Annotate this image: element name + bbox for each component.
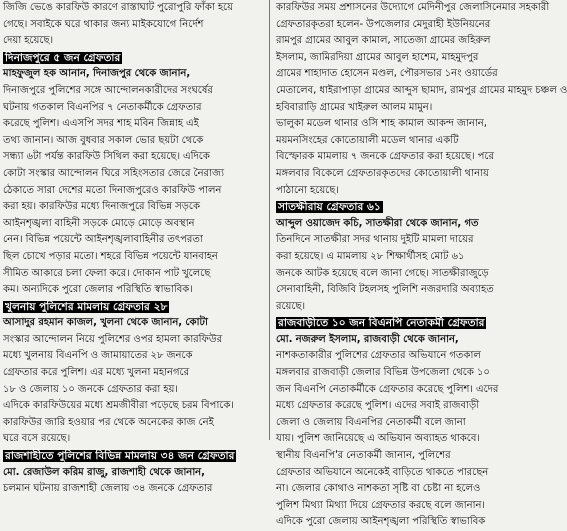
byline: আসাদুর রহমান কাজল, খুলনা থেকে জানান, কোটা [3,317,208,329]
left-column [0,0,270,495]
text-line: ছিল চোখে পড়ার মতো। শহরে বিভিন্ন পয়েন্টে যানবাহন [3,250,218,262]
text-line: সীমিত আকারে চলা ফেলা করে। দোকান পাট খুলেছে [3,267,211,279]
text-line: করেছে পুলিশ। এএসপি সদর শাহ মবিন জিন্নাহ এই [3,118,199,130]
text-line: দিনাজপুরে পুলিশের সঙ্গে আন্দোলনকারীদের সংঘর্ষের [3,84,213,96]
byline: আব্দুল ওয়াজেদ কচি, সাতক্ষীরা থেকে জানান, গত [276,217,479,229]
byline: মো. নজরুল ইসলাম, রাজবাড়ী থেকে জানান, [276,333,459,345]
text-line: এদিকে কারফিউয়ের মধ্যে শ্রমজীবীরা পড়েছে চরম বিপাকে। [3,400,234,412]
text-line: তথ্য জানান। আজ বুধবার সকাল ভোর ছয়টা থেকে [3,134,204,146]
section-heading [3,448,265,465]
text-line: জন বিএনপি নেতাকর্মীকে গ্রেফতার করেছে পুলিশ। এদের [276,383,499,395]
byline: মাহফুজুল হক আনান, দিনাজপুর থেকে জানান, [3,68,191,80]
text-line: রয়েছে। [276,300,306,312]
text-line: ঘটনায় গতকাল বিএনপির ৭ নেতাকর্মীকে গ্রেফতার [3,101,202,113]
text-line: জনকে আটক হয়েছে বলে জানা গেছে। সাতক্ষীরাজুড়ে [276,267,489,279]
text-line: সেনাবাহিনী, বিজিবি টহলসহ পুলিশি নজরদারি অব্যাহত [276,284,494,296]
text-line: না। জেলার কোথাও নাশকতা সৃষ্টি বা চেষ্টা না হলেও [276,483,481,495]
text-line: ঘরে বসে রয়েছে। [3,433,71,445]
text-line: গ্রামের শাহাদাত হোসেন মণ্ডল, পৌরসভার ১নং ওয়ার্ডের [276,68,498,80]
section-heading [276,199,537,216]
section-heading [3,50,265,67]
text-line: ময়মনসিংহের কোতোয়ালী মডেল থানার একটি [276,134,459,146]
section-heading-text: সাতক্ষীরায় গ্রেফতার ৬১ [278,201,381,214]
text-line: আইনশৃঙ্খলা বাহিনী সড়কে মোড়ে মোড়ে অবস্থান [3,217,195,229]
text-line: সন্ধ্যা ৬টা পর্যন্ত কারফিউ সিথিল করা হয়েছে। এদিকে [3,151,210,163]
text-line: তিনদিনে সাতক্ষীরা সদর থানায় দুইটি মামলা দায়ের [276,234,474,246]
text-line: রামপুর গ্রামের আবুল কামাল, সাতেজা গ্রামের জহিরুল [276,35,491,47]
text-line: নেন। বিভিন্ন পয়েন্টে আইনশৃঙ্খলাবাহিনীর তৎপরতা [3,234,203,246]
text-line: মধ্যে খুলনায় বিএনপি ও জামায়াতের ২৮ জনকে [3,350,193,362]
text-line: গ্রেফতারকৃতরা হলেন- উপজেলার মেদুরাহী ইউনিয়নের [276,18,491,30]
section-heading-text: দিনাজপুরে ৫ জন গ্রেফতার [5,51,121,64]
text-line: পুলিশ মিথ্যা মিথ্যা দিয়ে গ্রেফতার করছে বলে জানান। [276,499,485,511]
section-heading [276,315,537,332]
text-line: দেয়া হয়েছে। [3,35,53,47]
section-heading-text: রাজবাড়ীতে ১০ জন বিএনপি নেতাকর্মী গ্রেফতার [278,317,485,330]
right-column [270,0,567,528]
text-line: যায়। পুলিশ জানিয়েছে এ অভিযান অব্যাহত থাকবে। [276,433,480,445]
text-line: ভালুকা মডেল থানার ওসি শাহ কামাল আকন্দ জানান, [276,118,487,130]
byline: মো. রেজাউল করিম রাজু, রাজশাহী থেকে জানান, [3,466,205,478]
text-line: গ্রেফতার অভিযানে অনেকেই বাড়িতে থাকতে পারছেন [276,466,489,478]
text-line: স্থানীয় বিএনপি'র নেতাকর্মী জানান, পুলিশের [276,450,451,462]
text-line: ১৮ ও জেলায় ১০ জনকে গ্রেফতার করা হয়। [3,383,178,395]
text-line: জেলা ও জেলায় বিএনপির নেতাকর্মী বলে জানা [276,416,466,428]
text-line: জিজি ভেঙে কারফিউ কারণে রাস্তাঘাট পুরোপুরি ফাঁকা হয়ে [3,2,233,13]
text-line: করা হয়। কারফিউর মধ্যে দিনাজপুরে বিভিন্ন সড়কে [3,201,200,213]
text-line: সংস্কার আন্দোলন নিয়ে পুলিশের ওপর হামলা কারফিউর [3,333,223,345]
section-heading-text: রাজশাহীতে পুলিশের বিভিন্ন মামলায় ৩৪ জন গ্রেফতার [5,450,235,463]
text-line: এদিকে পুরো জেলায় আইনশৃঙ্খলা পরিস্থিতি স্বাভাবিক [276,516,486,528]
text-line: করা হয়েছে। এ মামলায় ২৮ শিক্ষার্থীসহ মোট ৬১ [276,250,465,262]
text-line: কারফিউর সময় প্রশাসনের উদ্যোগে মেদিনীপুর জেলাসিনেমার সহকারী [276,2,550,13]
text-line: ঠেকাতে সারা দেশের মতো দিনাজপুরেও কারফিউ পালন [3,184,222,196]
text-line: ইসলাম, জামিরদিয়া গ্রামের আবুল হাশেম, মাহমুদপুর [276,51,479,63]
text-line: কোটা সংস্কার আন্দোলন ঘিরে সহিংসতার জেরে নৈরাজ্য [3,167,224,179]
text-line: মঙ্গলবার রাজবাড়ী জেলার বিভিন্ন উপজেলা থেকে ১০ [276,367,490,379]
section-heading [3,299,265,316]
text-line: চলমান ঘটনায় রাজশাহী জেলায় ৩৪ জনকে গ্রেফতার [3,483,213,495]
text-line: মেতালেব, ধাইরাপাড়া গ্রামের আব্দুস ছামাদ, রামপুর গ্রামের মাহমুদ চঞ্চল ও [276,84,567,96]
text-line: মধ্যে গ্রেফতার করেছে পুলিশ। এদের সবাই রাজবাড়ী [276,400,480,412]
text-line: গ্রেফতার করে পুলিশ। এর মধ্যে খুলনা মহানগরে [3,367,190,379]
text-line: পাঠানো হয়েছে। [276,184,339,196]
text-line: গেছে। সবাইকে ঘরে থাকার জন্য মাইকযোগে নির্দেশ [3,18,204,30]
text-line: মঙ্গলবার বিকেলে গ্রেফতারকৃতদের কোতোয়ালী থানায় [276,167,489,179]
text-line: কারফিউর জারি হওয়ার পর থেকে অনেকের কাজ নেই [3,416,214,428]
section-heading-text: খুলনায় পুলিশের মামলায় গ্রেফতার ২৮ [5,300,168,313]
text-line: কম। অন্যদিকে পুরো জেলার পরিস্থিতি স্বাভাবিক। [3,284,193,296]
text-line: বিস্ফোরক মামলায় ৭ জনকে গ্রেফতার করা হয়েছে। পরে [276,151,494,163]
text-line: হবিবারাড়ি গ্রামের খাইরুল আলম মামুন। [276,101,433,113]
text-line: নাশকতাকারীর পুলিশের গ্রেফতার অভিযানে গতকাল [276,350,481,362]
